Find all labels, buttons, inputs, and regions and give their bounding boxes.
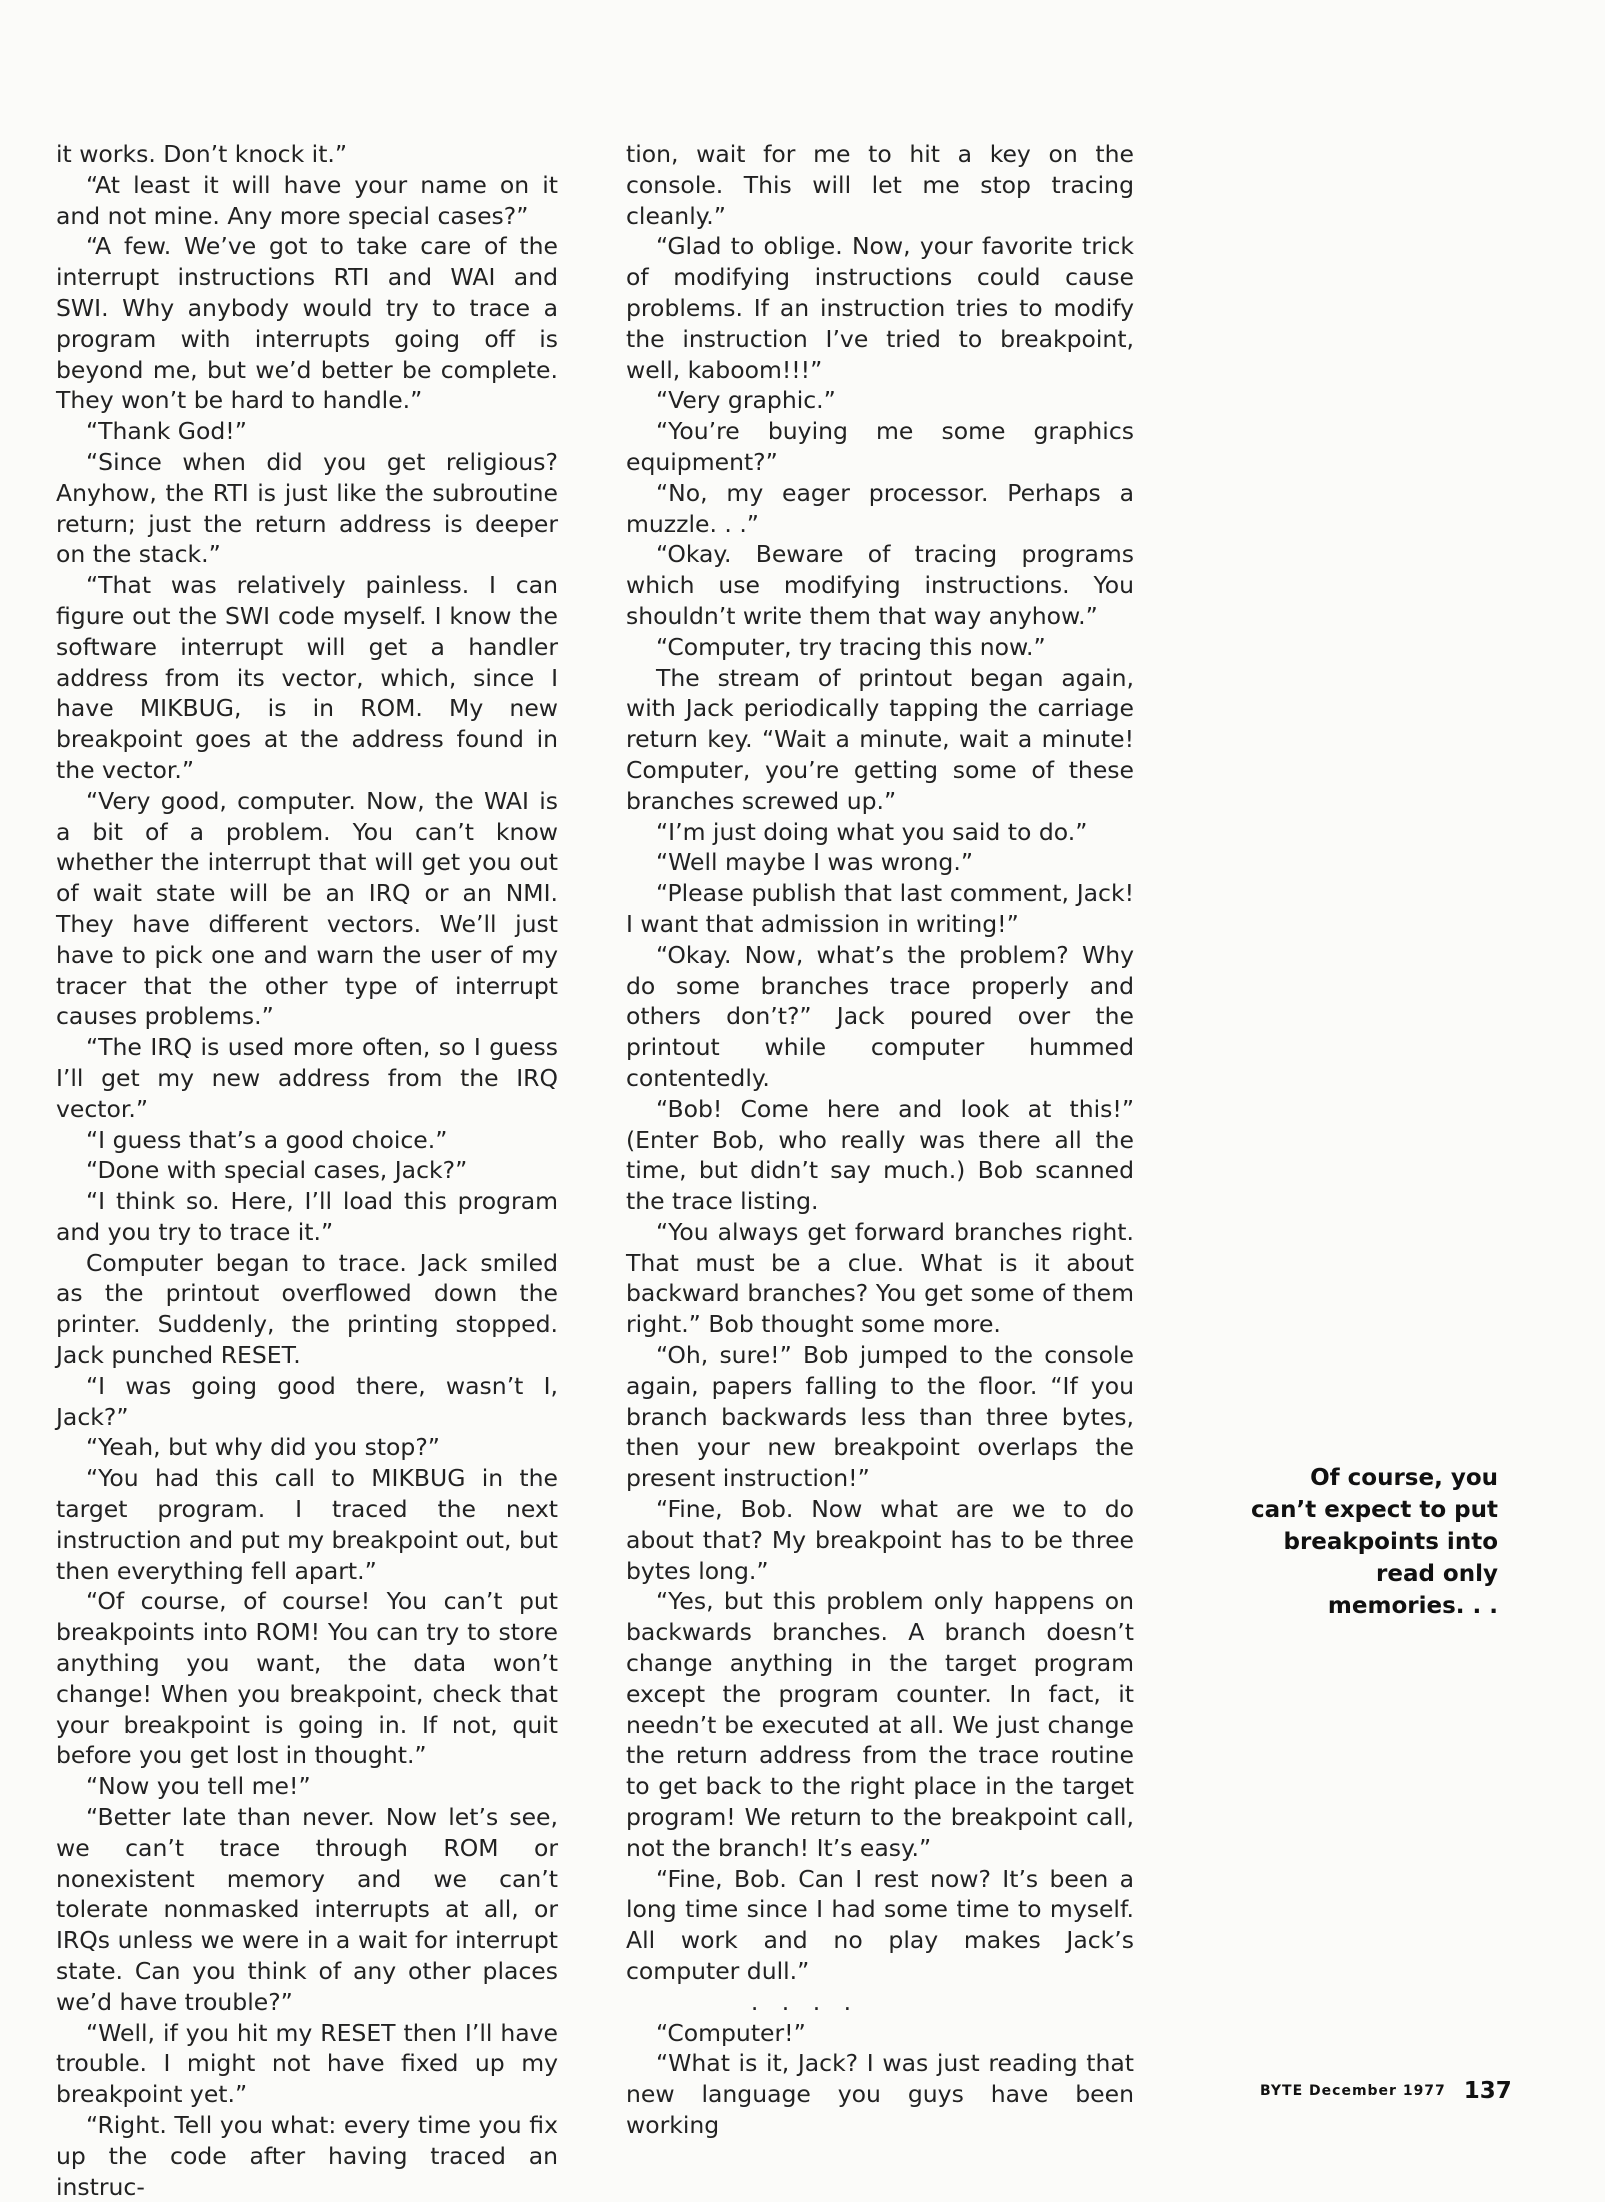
paragraph: “Of course, of course! You can’t put breakpoints into ROM! You can try to store anything you want, the data won’t change! When you breakpoint, check that your breakpoint is going in. If not, quit before you get lost in thought.”	[56, 1587, 558, 1770]
paragraph: “Bob! Come here and look at this!” (Enter Bob, who really was there all the time, but didn’t say much.) Bob scanned the trace listing.	[626, 1094, 1134, 1216]
paragraph: “You’re buying me some graphics equipment?”	[626, 417, 1134, 476]
text-column-right	[626, 139, 1134, 2141]
paragraph: “You had this call to MIKBUG in the target program. I traced the next instruction and put my breakpoint out, but then everything fell apart.”	[56, 1464, 558, 1585]
paragraph: “You always get forward branches right. That must be a clue. What is it about backward branches? You get some of them right.” Bob thought some more.	[626, 1217, 1134, 1339]
page-number: 137	[1463, 2078, 1512, 2104]
paragraph: “Now you tell me!”	[86, 1772, 311, 1801]
paragraph: “I’m just doing what you said to do.”	[656, 817, 1088, 846]
paragraph: The stream of printout began again, with Jack periodically tapping the carriage return key. “Wait a minute, wait a minute! Computer, you’re getting some of these branches screwed up.”	[626, 663, 1134, 815]
paragraph: “No, my eager processor. Perhaps a muzzle. . .”	[626, 478, 1134, 538]
paragraph: “Fine, Bob. Now what are we to do about that? My breakpoint has to be three bytes long.”	[626, 1495, 1134, 1585]
paragraph: “Right. Tell you what: every time you fix up the code after having traced an instruc-	[56, 2111, 558, 2201]
paragraph: “Thank God!”	[86, 417, 247, 446]
paragraph: “Okay. Beware of tracing programs which use modifying instructions. You shouldn’t write them that way anyhow.”	[626, 540, 1134, 630]
text-column-left	[56, 139, 558, 2202]
page-footer	[1260, 2078, 1512, 2104]
paragraph: “Better late than never. Now let’s see, we can’t trace through ROM or nonexistent memory and we can’t tolerate nonmasked interrupts at all, or IRQs unless we were in a wait for interrupt state. Can you think of any other places we’d have trouble?”	[56, 1803, 558, 2016]
paragraph: “A few. We’ve got to take care of the interrupt instructions RTI and WAI and SWI. Why anybody would try to trace a program with interrupts going off is beyond me, but we’d better be complete. They won’t be hard to handle.”	[56, 232, 558, 415]
paragraph: “I think so. Here, I’ll load this program and you try to trace it.”	[56, 1187, 558, 1246]
paragraph: “Okay. Now, what’s the problem? Why do some branches trace properly and others don’t?” Jack poured over the printout while computer hummed contentedly.	[626, 940, 1134, 1092]
paragraph: “Very graphic.”	[656, 386, 836, 415]
paragraph: “I was going good there, wasn’t I, Jack?”	[56, 1371, 558, 1431]
paragraph: “Yeah, but why did you stop?”	[86, 1433, 440, 1462]
paragraph: “That was relatively painless. I can figure out the SWI code myself. I know the software interrupt will get a handler address from its vector, which, since I have MIKBUG, is in ROM. My new breakpoint goes at the address found in the vector.”	[56, 571, 558, 784]
pull-quote: Of course, you can’t expect to put breakpoints into read only memories. . .	[1250, 1465, 1498, 1619]
paragraph: “I guess that’s a good choice.”	[86, 1125, 448, 1154]
paragraph: it works. Don’t knock it.”	[56, 140, 348, 168]
paragraph: “At least it will have your name on it and not mine. Any more special cases?”	[56, 170, 558, 230]
paragraph: “Computer, try tracing this now.”	[656, 632, 1046, 661]
paragraph: tion, wait for me to hit a key on the console. This will let me stop tracing cleanly.”	[626, 140, 1134, 230]
paragraph: “Computer!”	[656, 2018, 806, 2047]
paragraph: “What is it, Jack? I was just reading that new language you guys have been working	[626, 2049, 1134, 2139]
paragraph: “Please publish that last comment, Jack! I want that admission in writing!”	[626, 879, 1134, 938]
magazine-issue: BYTE December 1977	[1260, 2083, 1446, 2099]
paragraph: “Very good, computer. Now, the WAI is a bit of a problem. You can’t know whether the interrupt that will get you out of wait state will be an IRQ or an NMI. They have different vectors. We’ll just have to pick one and warn the user of my tracer that the other type of interrupt causes problems.”	[56, 786, 558, 1031]
paragraph: Computer began to trace. Jack smiled as the printout overflowed down the printer. Suddenly, the printing stopped. Jack punched RESET.	[56, 1248, 558, 1370]
paragraph: “Yes, but this problem only happens on backwards branches. A branch doesn’t change anything in the target program except the program counter. In fact, it needn’t be executed at all. We just change the return address from the trace routine to get back to the right place in the target program! We return to the breakpoint call, not the branch! It’s easy.”	[626, 1587, 1134, 1862]
paragraph: “The IRQ is used more often, so I guess I’ll get my new address from the IRQ vector.”	[56, 1033, 558, 1123]
paragraph: “Fine, Bob. Can I rest now? It’s been a long time since I had some time to myself. All work and no play makes Jack’s computer dull.”	[626, 1864, 1134, 1986]
section-break: . . . .	[750, 1987, 860, 2016]
paragraph: “Done with special cases, Jack?”	[86, 1156, 468, 1185]
paragraph: “Well, if you hit my RESET then I’ll have trouble. I might not have fixed up my breakpoint yet.”	[56, 2018, 558, 2109]
paragraph: “Oh, sure!” Bob jumped to the console again, papers falling to the floor. “If you branch backwards less than three bytes, then your new breakpoint overlaps the present instruction!”	[626, 1341, 1134, 1493]
paragraph: “Glad to oblige. Now, your favorite trick of modifying instructions could cause problems. If an instruction tries to modify the instruction I’ve tried to breakpoint, well, kaboom!!!”	[626, 232, 1134, 384]
paragraph: “Since when did you get religious? Anyhow, the RTI is just like the subroutine return; just the return address is deeper on the stack.”	[56, 447, 558, 569]
paragraph: “Well maybe I was wrong.”	[656, 848, 973, 877]
